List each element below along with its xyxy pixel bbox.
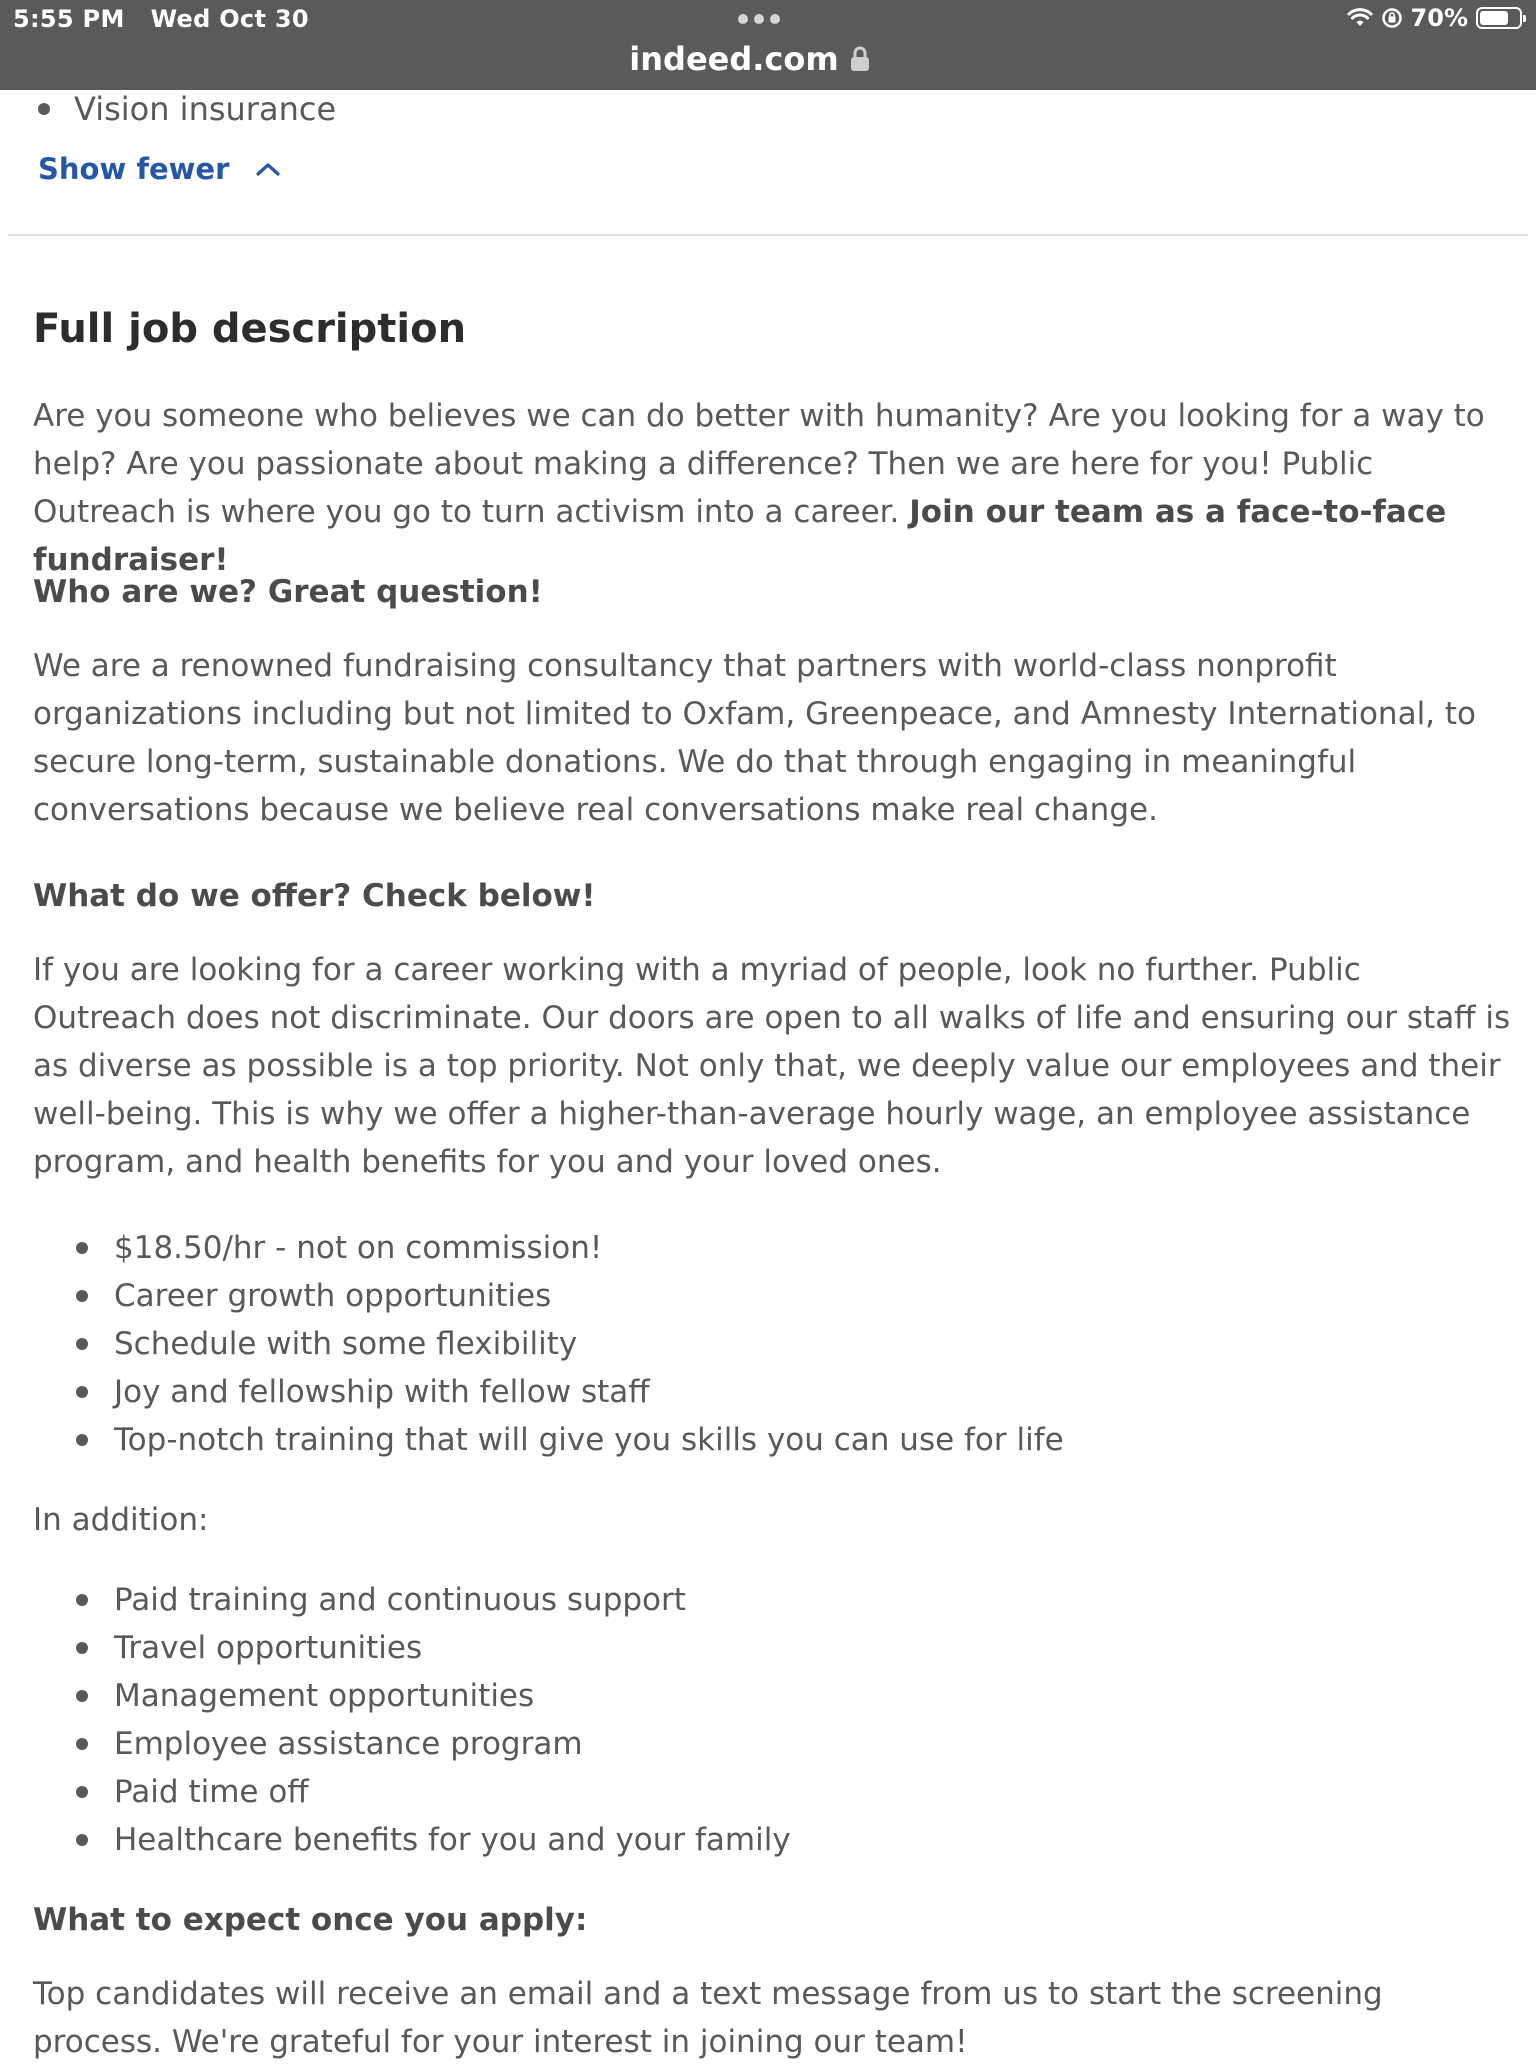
list-item-label: Top-notch training that will give you skills you can use for life bbox=[114, 1422, 1064, 1458]
list-item bbox=[76, 1224, 1064, 1272]
list-item bbox=[76, 1368, 1064, 1416]
addition-list bbox=[76, 1576, 791, 1864]
bullet-icon bbox=[76, 1290, 88, 1302]
expect-heading: What to expect once you apply: bbox=[33, 1902, 588, 1938]
list-item-label: Healthcare benefits for you and your family bbox=[114, 1822, 791, 1858]
offer-heading: What do we offer? Check below! bbox=[33, 878, 596, 914]
orientation-lock-icon bbox=[1381, 7, 1403, 29]
bullet-icon bbox=[76, 1242, 88, 1254]
show-fewer-label: Show fewer bbox=[38, 152, 230, 186]
divider bbox=[8, 234, 1528, 236]
list-item bbox=[38, 90, 336, 128]
battery-percent: 70% bbox=[1410, 4, 1468, 32]
bullet-icon bbox=[76, 1338, 88, 1350]
list-item-label: Joy and fellowship with fellow staff bbox=[114, 1374, 650, 1410]
list-item bbox=[76, 1576, 791, 1624]
url-text: indeed.com bbox=[629, 40, 839, 78]
chevron-up-icon bbox=[255, 161, 281, 177]
bullet-icon bbox=[76, 1594, 88, 1606]
status-bar bbox=[0, 0, 1536, 90]
bullet-icon bbox=[76, 1386, 88, 1398]
multitasking-dots-icon[interactable] bbox=[738, 14, 780, 24]
in-addition-label: In addition: bbox=[33, 1502, 209, 1538]
list-item-label: Employee assistance program bbox=[114, 1726, 583, 1762]
list-item-label: Career growth opportunities bbox=[114, 1278, 552, 1314]
show-fewer-button[interactable] bbox=[38, 152, 281, 186]
status-date-text: Wed Oct 30 bbox=[150, 5, 309, 33]
expect-paragraph: Top candidates will receive an email and a text message from us to start the screening process. We're grateful for your interest in joining our team! bbox=[33, 1976, 1383, 2060]
list-item bbox=[76, 1272, 1064, 1320]
list-item bbox=[76, 1720, 791, 1768]
who-paragraph: We are a renowned fundraising consultancy that partners with world-class nonprofit organizations including but not limited to Oxfam, Greenpeace, and Amnesty International, to secure long-term, sustainable donations. We do that through engaging in meaningful conversations because we believe real conversations make real change. bbox=[33, 648, 1477, 828]
list-item-label: Paid time off bbox=[114, 1774, 309, 1810]
bullet-icon bbox=[38, 103, 50, 115]
page-title: Full job description bbox=[33, 306, 467, 352]
status-time bbox=[13, 5, 309, 33]
list-item bbox=[76, 1320, 1064, 1368]
bullet-icon bbox=[76, 1642, 88, 1654]
list-item-label: Paid training and continuous support bbox=[114, 1582, 686, 1618]
status-time-text: 5:55 PM bbox=[13, 5, 125, 33]
list-item bbox=[76, 1768, 791, 1816]
status-right bbox=[1347, 4, 1522, 32]
offer-paragraph: If you are looking for a career working with a myriad of people, look no further. Public Outreach does not discriminate. Our doors are open to all walks of life and ensuring our staff is as diverse as possible is a top priority. Not only that, we deeply value our employees and their well-being. This is why we offer a higher-than-average hourly wage, an employee assistance program, and health benefits for you and your loved ones. bbox=[33, 952, 1511, 1180]
bullet-icon bbox=[76, 1738, 88, 1750]
list-item bbox=[76, 1416, 1064, 1464]
bullet-icon bbox=[76, 1434, 88, 1446]
list-item bbox=[76, 1816, 791, 1864]
list-item-label: Schedule with some flexibility bbox=[114, 1326, 578, 1362]
list-item bbox=[76, 1624, 791, 1672]
battery-icon bbox=[1476, 7, 1522, 29]
wifi-icon bbox=[1347, 8, 1373, 28]
bullet-icon bbox=[76, 1786, 88, 1798]
intro-text: Are you someone who believes we can do better with humanity? Are you looking for a way to help? Are you passionate about making a difference? Then we are here for you! Public Outreach is where you go to turn activism into a career. bbox=[33, 398, 1485, 530]
bullet-icon bbox=[76, 1834, 88, 1846]
lock-icon bbox=[849, 46, 871, 72]
list-item bbox=[76, 1672, 791, 1720]
benefit-label: Vision insurance bbox=[74, 90, 337, 128]
offer-list bbox=[76, 1224, 1064, 1464]
list-item-label: Travel opportunities bbox=[114, 1630, 423, 1666]
bullet-icon bbox=[76, 1690, 88, 1702]
address-bar[interactable] bbox=[0, 40, 1500, 78]
intro-bold-text: Join our team as a face-to-face fundraiser! bbox=[33, 494, 1447, 578]
who-heading: Who are we? Great question! bbox=[33, 574, 543, 610]
list-item-label: $18.50/hr - not on commission! bbox=[114, 1230, 603, 1266]
intro-paragraph bbox=[33, 392, 1513, 584]
list-item-label: Management opportunities bbox=[114, 1678, 535, 1714]
